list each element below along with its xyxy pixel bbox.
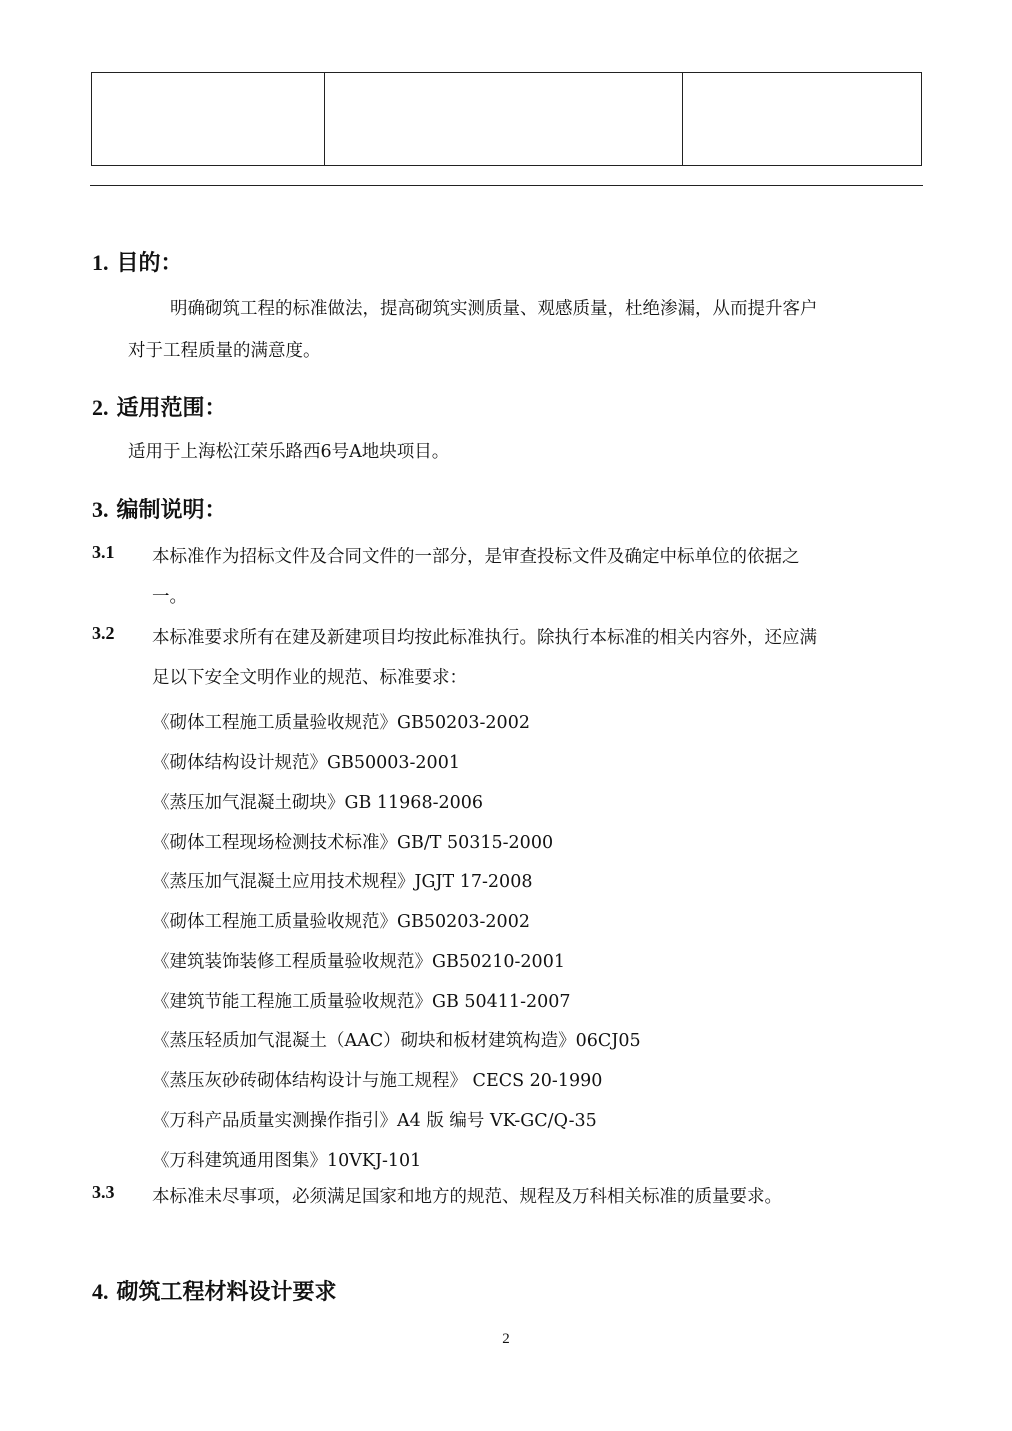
section-title: 编制说明：	[116, 497, 227, 523]
section-4-heading	[92, 1275, 337, 1306]
reference-item: 《砌体工程现场检测技术标准》GB/T 50315-2000	[152, 833, 554, 853]
section-number: 4.	[92, 1279, 109, 1304]
reference-item: 《砌体工程施工质量验收规范》GB50203-2002	[152, 713, 530, 733]
subsection-text-line: 足以下安全文明作业的规范、标准要求：	[152, 668, 467, 688]
section-title: 砌筑工程材料设计要求	[116, 1279, 337, 1305]
header-rule	[90, 185, 923, 186]
section-number: 1.	[92, 250, 109, 275]
section-2-heading	[92, 391, 227, 422]
section-number: 2.	[92, 395, 109, 420]
subsection-number: 3.1	[92, 542, 115, 562]
header-table	[91, 72, 922, 166]
subsection-text-line: 本标准未尽事项，必须满足国家和地方的规范、规程及万科相关标准的质量要求。	[152, 1187, 782, 1207]
section-1-paragraph-line: 对于工程质量的满意度。	[128, 341, 321, 361]
section-2-paragraph: 适用于上海松江荣乐路西6号A地块项目。	[128, 442, 450, 462]
reference-item: 《建筑装饰装修工程质量验收规范》GB50210-2001	[152, 952, 565, 972]
section-number: 3.	[92, 497, 109, 522]
subsection-number: 3.3	[92, 1182, 115, 1202]
header-cell	[683, 73, 921, 165]
reference-item: 《砌体工程施工质量验收规范》GB50203-2002	[152, 912, 530, 932]
subsection-text-line: 一。	[152, 587, 187, 607]
section-1-paragraph-line: 明确砌筑工程的标准做法，提高砌筑实测质量、观感质量，杜绝渗漏，从而提升客户	[170, 299, 818, 319]
reference-item: 《蒸压轻质加气混凝土（AAC）砌块和板材建筑构造》06CJ05	[152, 1031, 641, 1051]
header-cell	[92, 73, 325, 165]
reference-item: 《砌体结构设计规范》GB50003-2001	[152, 753, 460, 773]
page-number: 2	[502, 1331, 510, 1347]
reference-item: 《万科建筑通用图集》10VKJ-101	[152, 1151, 422, 1171]
subsection-number: 3.2	[92, 623, 115, 643]
header-cell	[325, 73, 683, 165]
subsection-text-line: 本标准要求所有在建及新建项目均按此标准执行。除执行本标准的相关内容外，还应满	[152, 628, 817, 648]
section-title: 适用范围：	[116, 395, 227, 421]
reference-item: 《蒸压加气混凝土应用技术规程》JGJT 17-2008	[152, 872, 533, 892]
section-title: 目的：	[116, 250, 183, 276]
reference-item: 《建筑节能工程施工质量验收规范》GB 50411-2007	[152, 992, 571, 1012]
section-1-heading	[92, 246, 183, 277]
reference-item: 《蒸压加气混凝土砌块》GB 11968-2006	[152, 793, 484, 813]
subsection-text-line: 本标准作为招标文件及合同文件的一部分，是审查投标文件及确定中标单位的依据之	[152, 547, 800, 567]
reference-item: 《蒸压灰砂砖砌体结构设计与施工规程》 CECS 20-1990	[152, 1071, 603, 1091]
reference-item: 《万科产品质量实测操作指引》A4 版 编号 VK-GC/Q-35	[152, 1111, 597, 1131]
section-3-heading	[92, 493, 227, 524]
